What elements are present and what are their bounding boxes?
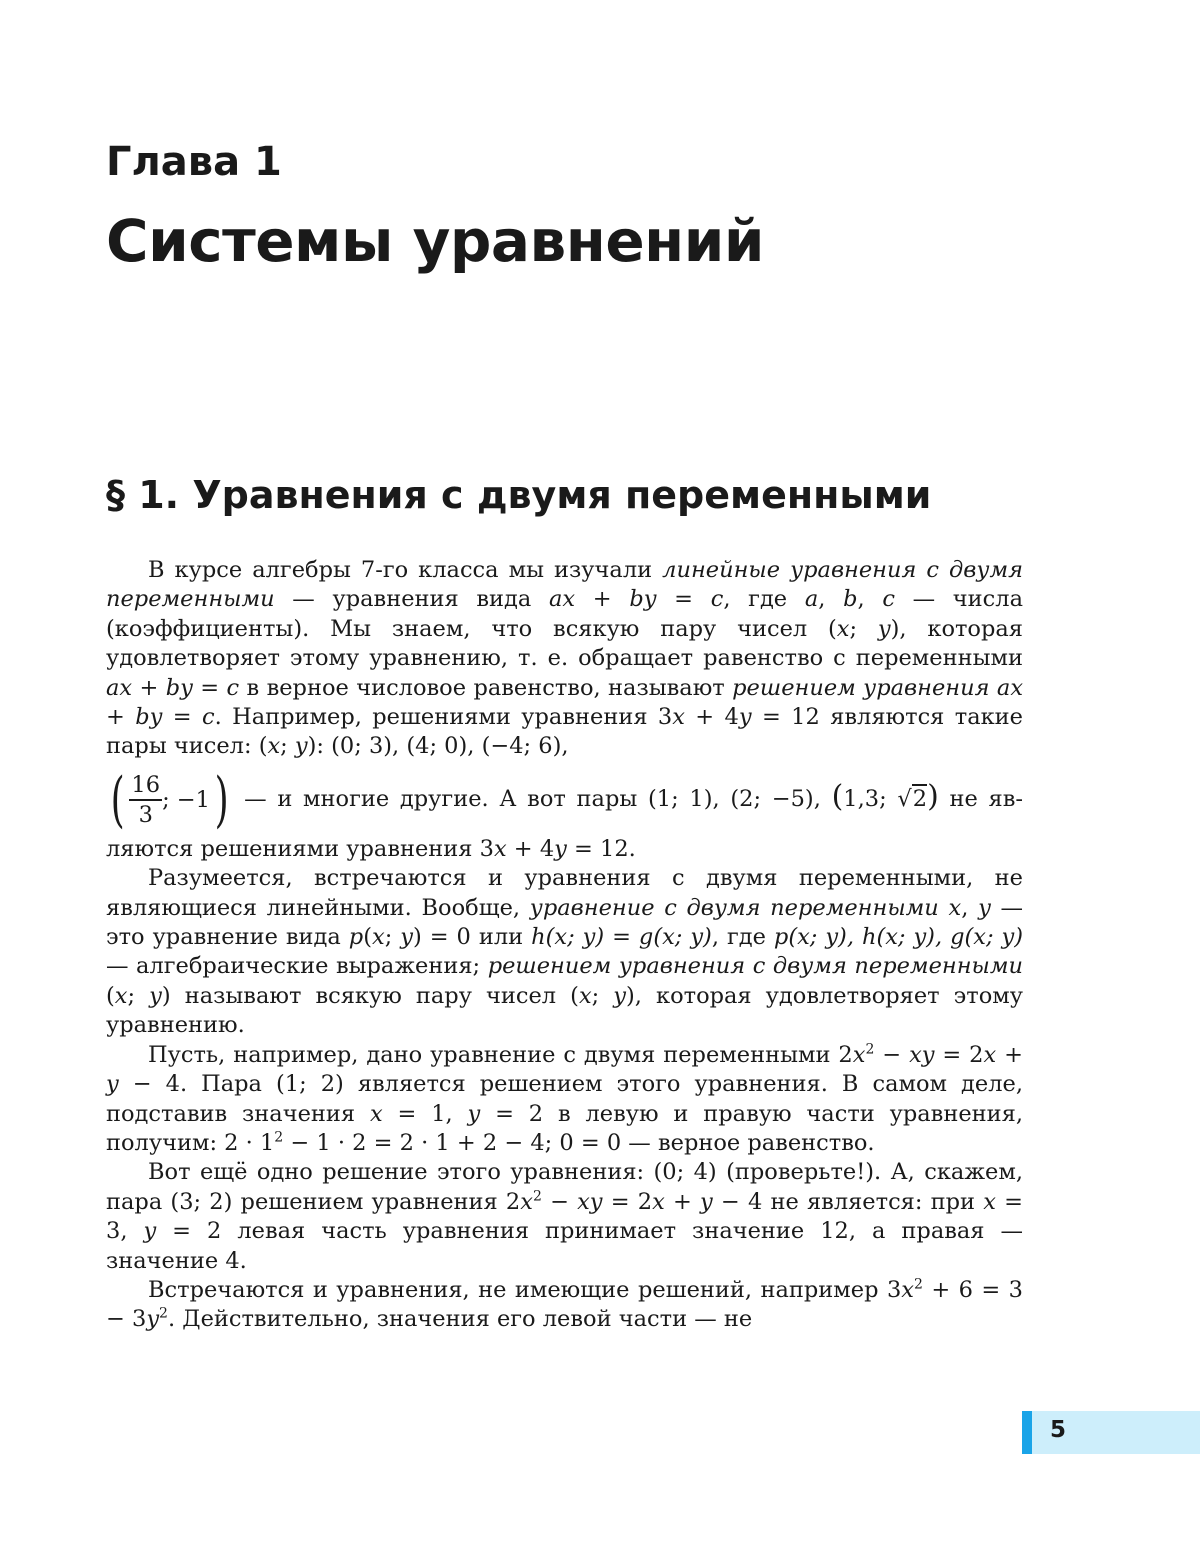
chapter-title: Системы уравнений <box>106 207 765 275</box>
chapter-label: Глава 1 <box>106 139 282 185</box>
paragraph-5: Встречаются и уравнения, не имеющие решений, например $3x^2 + 6 = 3 - 3y^2$. Действительно, значения его левой части — не <box>106 1276 1023 1333</box>
paragraph-4: Вот ещё одно решение этого уравнения: (0; 4) (проверьте!). А, скажем, пара (3; 2) решением уравнения $2x^2$ − xy = 2x + y − 4 не является: при x = 3, y = 2 левая часть уравнения принимает значение 12, а правая — значение 4. <box>106 1159 1023 1274</box>
section-title: § 1. Уравнения с двумя переменными <box>106 473 932 517</box>
paragraph-2: Разумеется, встречаются и уравнения с двумя переменными, не являющиеся линейными. Вообще, уравнение с двумя переменными x, y — это уравнение вида p(x; y) = 0 или h(x; y) = g(x; y), где p(x; y), h(x; y), g(x; y) — алгебраические выражения; решением уравнения с двумя переменными (x; y) называют всякую пару чисел (x; y), которая удовлетворяет этому уравнению. <box>106 865 1024 1039</box>
page-number-tab <box>1022 1411 1200 1454</box>
paragraph-3: Пусть, например, дано уравнение с двумя переменными $2x^2$ − xy = 2x + y − 4. Пара (1; 2) является решением этого уравнения. В самом деле, подставив значения x = 1, y = 2 в левую и правую части уравнения, получим: $2 \cdot 1^2 - 1 \cdot 2 = 2 \cdot 1 + 2 - 4$; 0 = 0 — верное равенство. <box>106 1041 1023 1156</box>
paragraph-1: В курсе алгебры 7-го класса мы изучали линейные уравнения с двумя переменными — уравнения вида ax + by = c, где a, b, c — числа (коэффициенты). Мы знаем, что всякую пару чисел (x; y), которая удовлетворяет этому уравнению, т. е. обращает равенство с переменными ax + by = c в верное числовое равенство, называют решением уравнения ax + by = c. Например, решениями уравнения 3x + 4y = 12 являются такие пары чисел: (x; y): (0; 3), (4; 0), (−4; 6), <box>106 557 1024 760</box>
page-number: 5 <box>1050 1417 1067 1443</box>
paragraph-1-end: ляются решениями уравнения 3x + 4y = 12. <box>106 835 636 862</box>
fraction: $\frac{16}{3}$ <box>131 771 161 828</box>
body-text <box>106 556 1023 1335</box>
sqrt-expression: √2 <box>897 785 928 812</box>
fraction-line: ( $\frac{16}{3}$ ; −1 ) — и многие другие. А вот пары (1; 1), (2; −5), (1,3; √2) не яв- <box>106 764 1023 833</box>
fraction-pair: ( $\frac{16}{3}$ ; −1 ) <box>110 764 229 835</box>
